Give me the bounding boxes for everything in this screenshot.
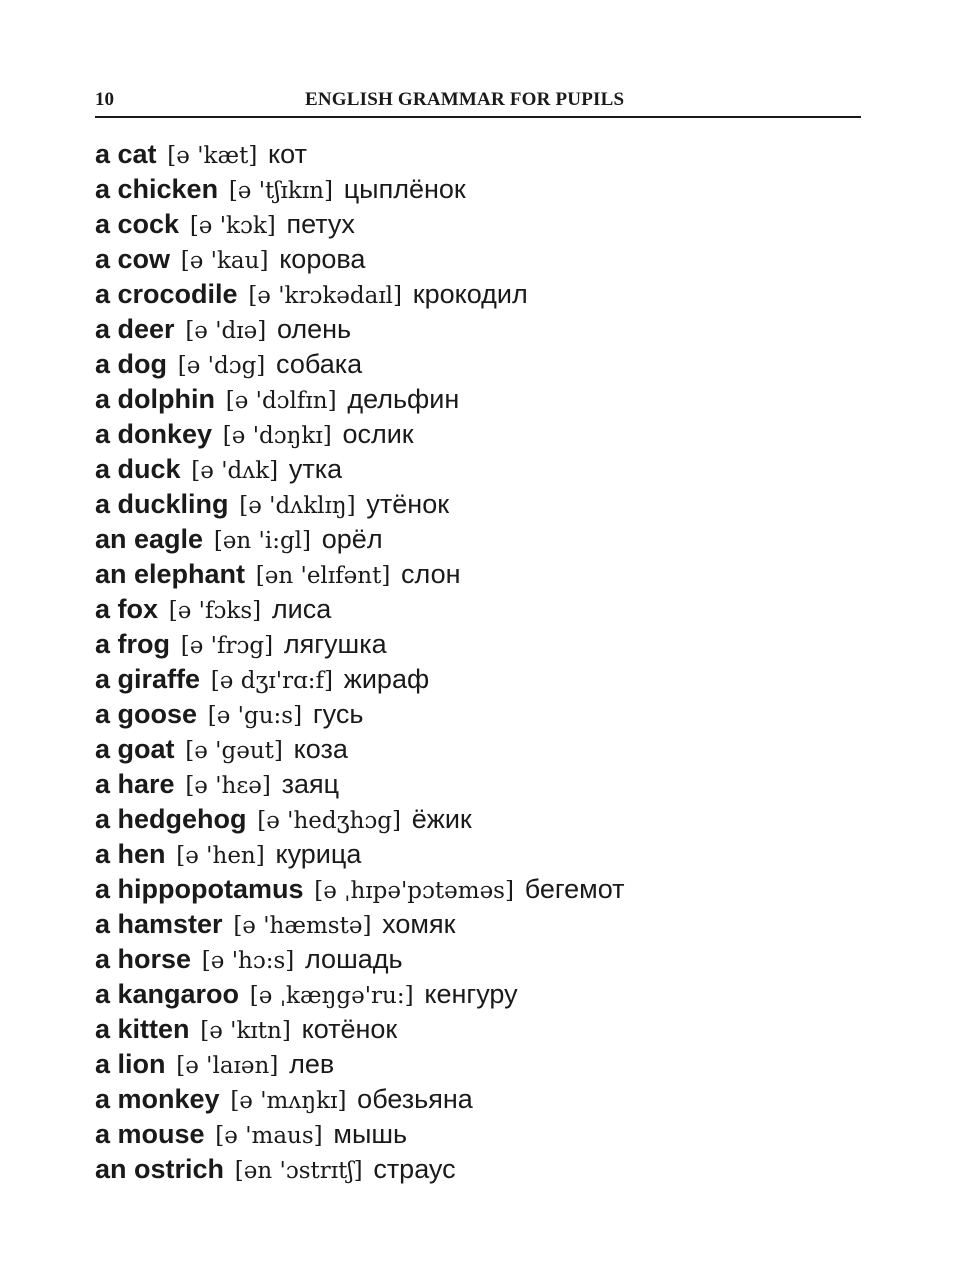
entry-translation: утка xyxy=(288,454,343,484)
entry-translation: жираф xyxy=(343,664,430,694)
entry-translation: обезьяна xyxy=(357,1084,473,1114)
vocabulary-entry xyxy=(95,907,861,942)
entry-translation: цыплёнок xyxy=(343,174,466,204)
entry-word: a crocodile xyxy=(95,279,238,309)
entry-translation: петух xyxy=(286,209,355,239)
vocabulary-entry xyxy=(95,277,861,312)
entry-word: a kitten xyxy=(95,1014,190,1044)
vocabulary-entry xyxy=(95,137,861,172)
entry-translation: котёнок xyxy=(301,1014,398,1044)
entry-translation: дельфин xyxy=(347,384,460,414)
vocabulary-entry xyxy=(95,522,861,557)
entry-transcription: [ə 'dɔŋkɪ] xyxy=(222,423,332,449)
vocabulary-entry xyxy=(95,417,861,452)
entry-word: a hedgehog xyxy=(95,804,247,834)
entry-transcription: [ən 'elɪfənt] xyxy=(255,563,391,589)
entry-translation: хомяк xyxy=(382,909,456,939)
entry-word: a duck xyxy=(95,454,181,484)
entry-word: a giraffe xyxy=(95,664,201,694)
entry-translation: лев xyxy=(289,1049,335,1079)
entry-translation: крокодил xyxy=(412,279,528,309)
entry-translation: лошадь xyxy=(305,944,403,974)
entry-translation: заяц xyxy=(281,769,340,799)
entry-translation: лягушка xyxy=(283,629,387,659)
entry-transcription: [ə 'dʌk] xyxy=(191,458,279,484)
header-rule xyxy=(95,116,861,118)
entry-transcription: [ə 'gu:s] xyxy=(207,703,303,729)
entry-translation: курица xyxy=(275,839,362,869)
entry-word: a monkey xyxy=(95,1084,220,1114)
entry-word: an elephant xyxy=(95,559,246,589)
entry-translation: ёжик xyxy=(411,804,472,834)
vocabulary-entry xyxy=(95,1117,861,1152)
entry-transcription: [ə 'fɔks] xyxy=(168,598,262,624)
vocabulary-entry xyxy=(95,1047,861,1082)
vocabulary-entry xyxy=(95,732,861,767)
vocabulary-entry xyxy=(95,1152,861,1187)
entry-word: a cat xyxy=(95,139,157,169)
entry-translation: кот xyxy=(268,139,307,169)
entry-translation: гусь xyxy=(312,699,364,729)
entry-translation: кенгуру xyxy=(424,979,518,1009)
entry-transcription: [ə 'laɪən] xyxy=(176,1053,279,1079)
entry-word: a fox xyxy=(95,594,159,624)
entry-transcription: [ə 'frɔg] xyxy=(180,633,274,659)
vocabulary-entry xyxy=(95,207,861,242)
entry-word: a chicken xyxy=(95,174,219,204)
entry-transcription: [ə 'kɔk] xyxy=(189,213,276,239)
entry-word: a kangaroo xyxy=(95,979,240,1009)
entry-word: a duckling xyxy=(95,489,229,519)
entry-translation: утёнок xyxy=(366,489,450,519)
entry-transcription: [ə 'kɪtn] xyxy=(200,1018,291,1044)
entry-translation: страус xyxy=(373,1154,456,1184)
entry-transcription: [ə ˌhɪpə'pɔtəməs] xyxy=(314,878,514,904)
vocabulary-entry xyxy=(95,802,861,837)
entry-word: a mouse xyxy=(95,1119,205,1149)
vocabulary-entry xyxy=(95,837,861,872)
entry-transcription: [ə 'hen] xyxy=(176,843,265,869)
entry-word: a goat xyxy=(95,734,175,764)
entry-transcription: [ə 'hedʒhɔg] xyxy=(257,808,402,834)
entry-transcription: [ə 'mʌŋkɪ] xyxy=(230,1088,347,1114)
entry-translation: бегемот xyxy=(524,874,625,904)
vocabulary-entry xyxy=(95,312,861,347)
entry-transcription: [ə 'gəut] xyxy=(185,738,283,764)
entry-transcription: [ə 'dɔlfɪn] xyxy=(225,388,337,414)
entry-word: a hippopotamus xyxy=(95,874,304,904)
entry-translation: коза xyxy=(293,734,348,764)
entry-word: a horse xyxy=(95,944,192,974)
entry-word: an ostrich xyxy=(95,1154,225,1184)
entry-word: a hamster xyxy=(95,909,223,939)
vocabulary-entry xyxy=(95,487,861,522)
entry-transcription: [ə 'hæmstə] xyxy=(233,913,372,939)
vocabulary-entry xyxy=(95,627,861,662)
entry-translation: орёл xyxy=(321,524,383,554)
vocabulary-entry xyxy=(95,697,861,732)
entry-word: a deer xyxy=(95,314,175,344)
entry-word: a dog xyxy=(95,349,167,379)
vocabulary-entry xyxy=(95,172,861,207)
vocabulary-entry xyxy=(95,872,861,907)
entry-word: a hen xyxy=(95,839,166,869)
vocabulary-entry xyxy=(95,592,861,627)
entry-transcription: [ə 'dɔg] xyxy=(177,353,266,379)
entry-word: a donkey xyxy=(95,419,213,449)
vocabulary-entry xyxy=(95,452,861,487)
entry-translation: мышь xyxy=(333,1119,408,1149)
entry-transcription: [ə 'tʃɪkɪn] xyxy=(228,178,333,204)
entry-transcription: [ən 'ɔstrɪtʃ] xyxy=(234,1158,363,1184)
entry-word: a cow xyxy=(95,244,171,274)
entry-translation: слон xyxy=(401,559,461,589)
entry-word: an eagle xyxy=(95,524,204,554)
entry-transcription: [ə 'hɛə] xyxy=(185,773,271,799)
entry-word: a frog xyxy=(95,629,171,659)
vocabulary-list xyxy=(95,137,861,1187)
entry-transcription: [ə dʒɪ'rɑ:f] xyxy=(210,668,334,694)
entry-transcription: [ə 'dɪə] xyxy=(185,318,267,344)
vocabulary-entry xyxy=(95,662,861,697)
entry-word: a goose xyxy=(95,699,198,729)
entry-word: a cock xyxy=(95,209,180,239)
entry-transcription: [ə 'kau] xyxy=(180,248,269,274)
entry-translation: ослик xyxy=(342,419,414,449)
vocabulary-entry xyxy=(95,382,861,417)
entry-translation: олень xyxy=(276,314,352,344)
vocabulary-entry xyxy=(95,557,861,592)
entry-transcription: [ə ˌkæŋgə'ru:] xyxy=(249,983,414,1009)
entry-transcription: [ə 'hɔ:s] xyxy=(201,948,295,974)
entry-transcription: [ə 'dʌklɪŋ] xyxy=(239,493,356,519)
vocabulary-entry xyxy=(95,347,861,382)
entry-transcription: [ən 'i:gl] xyxy=(213,528,312,554)
running-header xyxy=(95,86,861,114)
entry-word: a lion xyxy=(95,1049,166,1079)
vocabulary-entry xyxy=(95,1012,861,1047)
entry-word: a hare xyxy=(95,769,175,799)
entry-transcription: [ə 'krɔkədaɪl] xyxy=(248,283,403,309)
entry-transcription: [ə 'maus] xyxy=(215,1123,323,1149)
vocabulary-entry xyxy=(95,942,861,977)
vocabulary-entry xyxy=(95,242,861,277)
page-number: 10 xyxy=(95,89,114,110)
entry-word: a dolphin xyxy=(95,384,215,414)
entry-translation: лиса xyxy=(271,594,332,624)
vocabulary-entry xyxy=(95,977,861,1012)
entry-translation: собака xyxy=(276,349,363,379)
vocabulary-entry xyxy=(95,767,861,802)
vocabulary-entry xyxy=(95,1082,861,1117)
entry-transcription: [ə 'kæt] xyxy=(167,143,258,169)
running-title: ENGLISH GRAMMAR FOR PUPILS xyxy=(305,89,625,110)
entry-translation: корова xyxy=(279,244,366,274)
